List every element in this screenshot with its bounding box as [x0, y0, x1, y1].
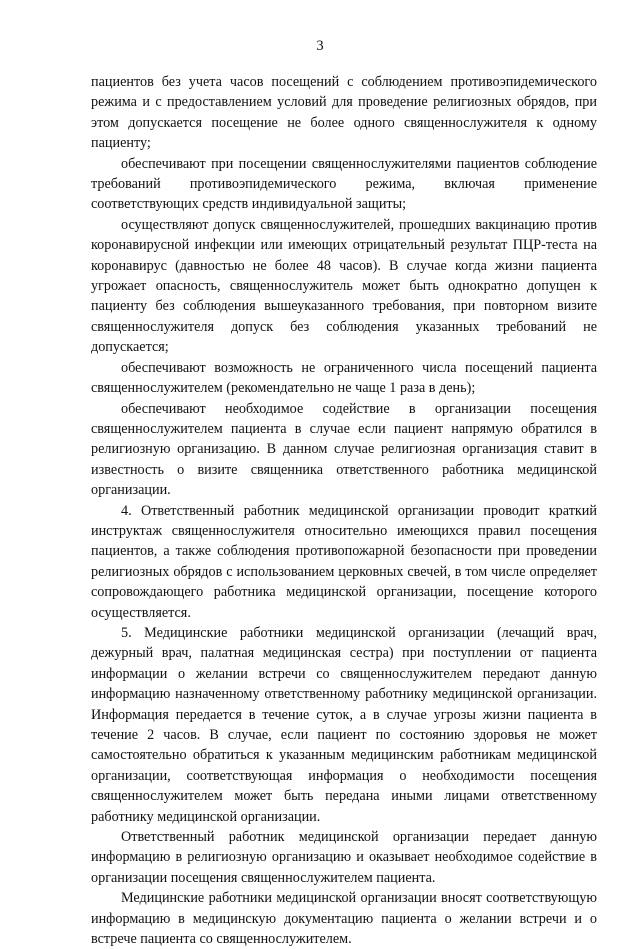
paragraph-clergy-admission: осуществляют допуск священнослужителей, прошедших вакцинацию против коронавирусной инфекции или имеющих отрицательный результат ПЦР-теста на коронавирус (давностью не более 48 часов). В случае когда жизни пациента угрожает опасность, священнослужитель может быть однократно допущен к пациенту без соблюдения вышеуказанного требования, при повторном визите священнослужителя допуск без соблюдения указанных требований не допускается; [91, 216, 597, 356]
paragraph-continuation: пациентов без учета часов посещений с соблюдением противоэпидемического режима и с предоставлением условий для проведение религиозных обрядов, при этом допускается посещение не более одного священнослужителя к одному пациенту; [91, 74, 597, 152]
paragraph-responsible-worker: Ответственный работник медицинской организации передает данную информацию в религиозную организацию и оказывает необходимое содействие в организации посещения священнослужителем пациента. [91, 829, 597, 886]
paragraph-item-4: 4. Ответственный работник медицинской организации проводит краткий инструктаж священнослужителя относительно имеющихся правил посещения пациентов, а также соблюдения противопожарной безопасности при проведении религиозных обрядов с использованием церковных свечей, в том числе определяет сопровождающего работника медицинской организации, посещение которого осуществляется. [91, 502, 597, 621]
paragraph-medical-records: Медицинские работники медицинской организации вносят соответствующую информацию в медицинскую документацию пациента о желании встречи и о встрече пациента со священнослужителем. [91, 890, 597, 948]
document-body [91, 72, 597, 949]
page-number: 3 [316, 38, 324, 54]
paragraph-item-5: 5. Медицинские работники медицинской организации (лечащий врач, дежурный врач, палатная медицинская сестра) при поступлении от пациента информации о желании встречи со священнослужителем передают данную информацию назначенному ответственному работнику медицинской организации. Информация передается в течение суток, а в случае угрозы жизни пациента в течение 2 часов. В случае, если пациент по состоянию здоровья не может самостоятельно обратиться к указанным медицинским работникам медицинской организации, соответствующая информация о необходимости посещения священнослужителем может быть передана иными лицами ответственному работнику медицинской организации. [91, 624, 597, 825]
paragraph-visit-frequency: обеспечивают возможность не ограниченного числа посещений пациента священнослужителем (рекомендательно не чаще 1 раза в день); [91, 359, 597, 397]
paragraph-assistance: обеспечивают необходимое содействие в организации посещения священнослужителем пациента в случае если пациент напрямую обратился в религиозную организацию. В данном случае религиозная организация ставит в известность о визите священника ответственного работника медицинской организации. [91, 400, 597, 499]
paragraph-ppe-requirements: обеспечивают при посещении священнослужителями пациентов соблюдение требований противоэпидемического режима, включая применение соответствующих средств индивидуальной защиты; [91, 155, 597, 213]
